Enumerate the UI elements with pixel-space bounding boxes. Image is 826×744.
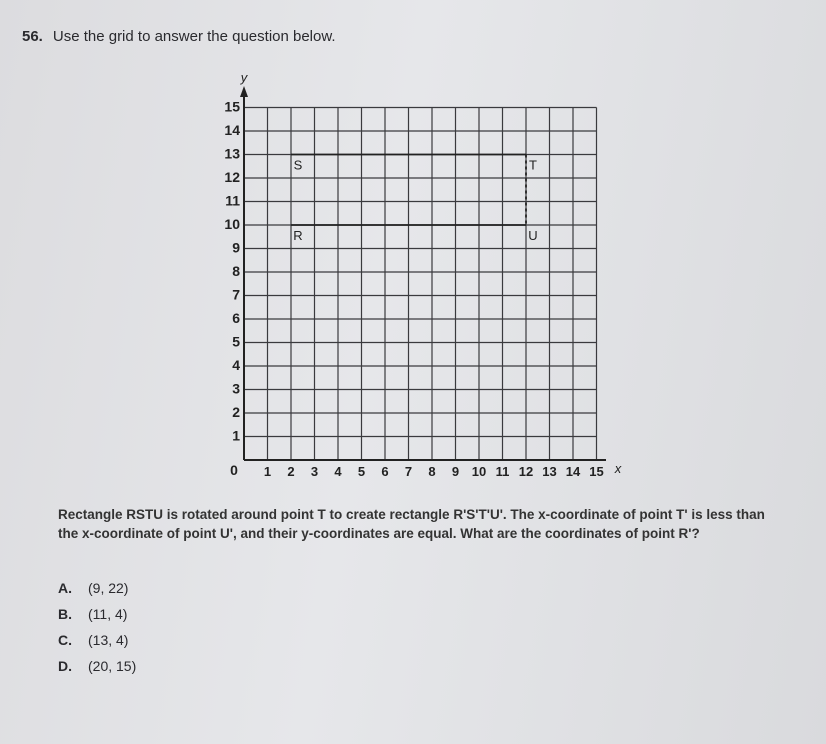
y-axis-arrow-icon [240, 86, 248, 97]
x-tick-label: 14 [565, 464, 581, 479]
x-axis-label: x [614, 461, 622, 476]
choice-b[interactable] [58, 601, 136, 627]
x-tick-label: 2 [287, 464, 295, 479]
y-tick-label: 13 [224, 145, 240, 162]
y-tick-label: 6 [232, 310, 240, 326]
point-label-r: R [293, 228, 303, 243]
y-tick-labels [224, 99, 240, 444]
y-tick-label: 14 [224, 122, 240, 138]
question-title: Use the grid to answer the question below. [52, 28, 336, 45]
y-tick-label: 7 [232, 286, 240, 303]
x-tick-label: 11 [495, 464, 510, 479]
y-tick-label: 1 [232, 427, 240, 444]
y-tick-label: 11 [225, 192, 240, 209]
choice-letter: C. [58, 632, 72, 648]
y-tick-label: 15 [224, 98, 240, 115]
x-tick-label: 6 [381, 464, 389, 479]
choice-text: (13, 4) [88, 632, 129, 648]
point-label-u: U [528, 228, 538, 243]
y-tick-label: 5 [232, 333, 240, 350]
x-tick-label: 10 [471, 464, 487, 479]
y-tick-label: 9 [232, 239, 240, 256]
x-tick-label: 4 [334, 464, 342, 479]
choice-text: (20, 15) [88, 658, 137, 674]
question-number: 56. [22, 28, 43, 45]
origin-label: 0 [230, 462, 238, 478]
x-tick-labels [264, 464, 604, 479]
x-tick-label: 12 [518, 464, 534, 479]
y-tick-label: 2 [232, 404, 240, 420]
x-tick-label: 8 [428, 464, 436, 479]
y-tick-label: 8 [232, 263, 240, 279]
answer-choices [58, 575, 136, 679]
choice-a[interactable] [58, 575, 136, 601]
y-tick-label: 10 [224, 216, 240, 232]
y-axis-label: y [240, 70, 248, 85]
choice-c[interactable] [58, 627, 136, 653]
point-label-t: T [529, 157, 537, 173]
y-tick-label: 12 [224, 169, 240, 185]
axes [240, 86, 606, 460]
choice-d[interactable] [58, 653, 136, 679]
choice-letter: A. [58, 580, 72, 596]
y-tick-label: 4 [232, 357, 240, 373]
point-labels [293, 158, 537, 244]
choice-text: (9, 22) [88, 580, 129, 596]
x-tick-label: 7 [404, 464, 413, 479]
y-tick-label: 3 [232, 380, 240, 397]
point-label-s: S [293, 157, 303, 173]
x-tick-label: 5 [357, 464, 366, 479]
x-tick-label: 3 [310, 464, 319, 479]
x-tick-label: 1 [263, 464, 272, 479]
choice-letter: B. [58, 606, 72, 622]
x-tick-label: 9 [451, 464, 460, 479]
x-tick-label: 13 [542, 464, 557, 479]
choice-letter: D. [58, 658, 72, 674]
x-tick-label: 15 [589, 464, 604, 479]
choice-text: (11, 4) [88, 606, 128, 622]
question-prompt: Rectangle RSTU is rotated around point T to create rectangle R'S'T'U'. The x-coordinate of point T' is less than the x-coordinate of point U', and their y-coordinates are equal. What are the coordinates of point R'? [58, 507, 765, 541]
